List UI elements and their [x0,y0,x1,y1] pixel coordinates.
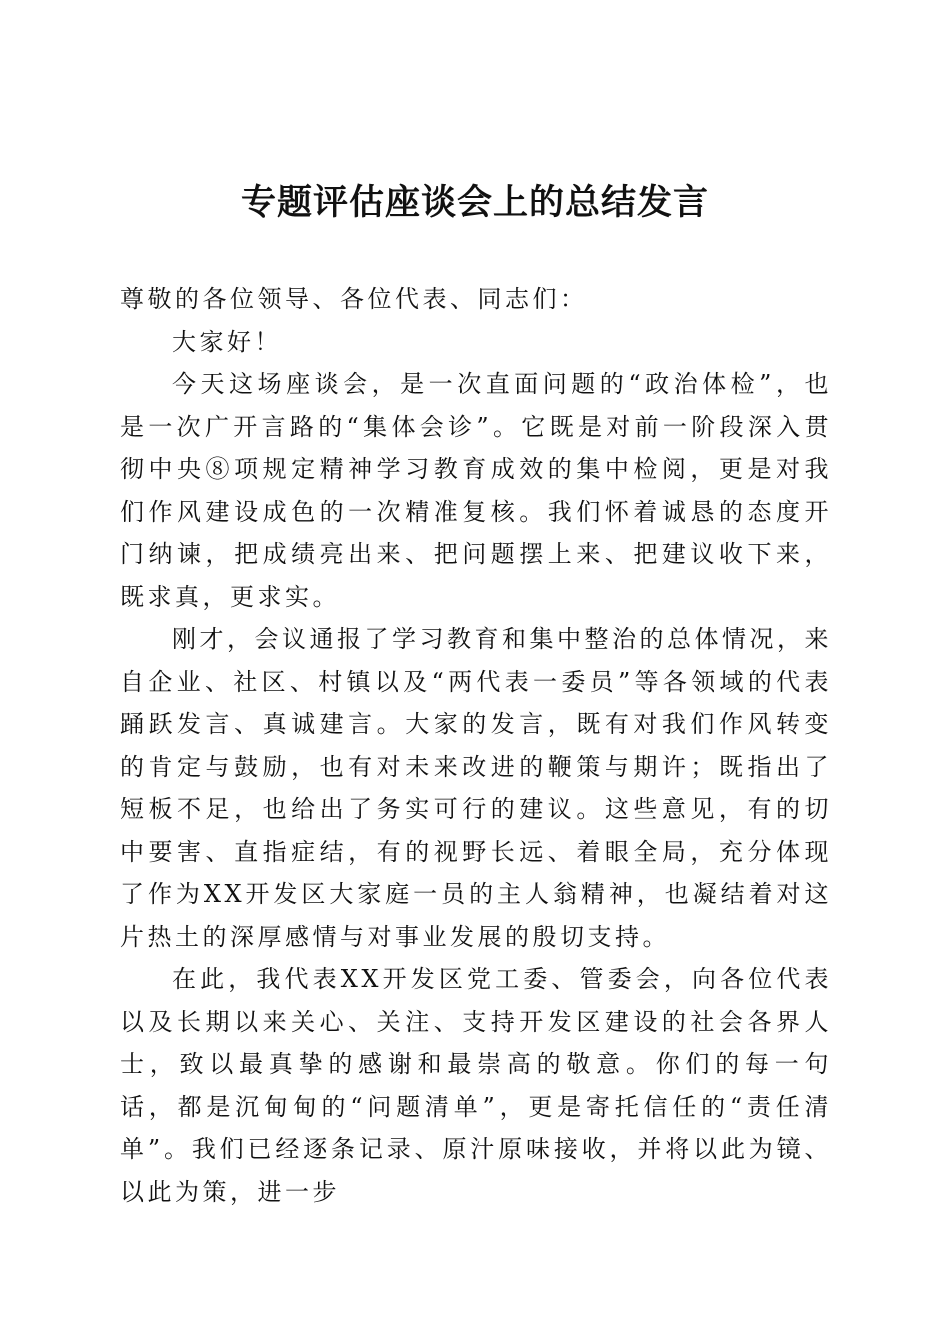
salutation: 尊敬的各位领导、各位代表、同志们： [120,285,588,313]
paragraph-opening: 今天这场座谈会，是一次直面问题的“政治体检”，也是一次广开言路的“集体会诊”。它既是对前一阶段深入贯彻中央⑧项规定精神学习教育成效的集中检阅，更是对我们作风建设成色的一次精准复核。我们怀着诚恳的态度开门纳谏，把成绩亮出来、把问题摆上来、把建议收下来，既求真，更求实。 [120,370,832,611]
document-title: 专题评估座谈会上的总结发言 [240,182,709,223]
paragraph-summary: 刚才，会议通报了学习教育和集中整治的总体情况，来自企业、社区、村镇以及“两代表一委员”等各领域的代表踊跃发言、真诚建言。大家的发言，既有对我们作风转变的肯定与鼓励，也有对未来改进的鞭策与期许；既指出了短板不足，也给出了务实可行的建议。这些意见，有的切中要害、直指症结，有的视野长远、着眼全局，充分体现了作为XX开发区大家庭一员的主人翁精神，也凝结着对这片热土的深厚感情与对事业发展的殷切支持。 [120,625,832,951]
paragraph-greeting: 大家好！ [172,327,282,356]
paragraph-thanks: 在此，我代表XX开发区党工委、管委会，向各位代表以及长期以来关心、关注、支持开发区建设的社会各界人士，致以最真挚的感谢和最崇高的敬意。你们的每一句话，都是沉甸甸的“问题清单”，更是寄托信任的“责任清单”。我们已经逐条记录、原汁原味接收，并将以此为镜、以此为策，进一步 [120,965,832,1206]
document-body [120,278,832,1213]
